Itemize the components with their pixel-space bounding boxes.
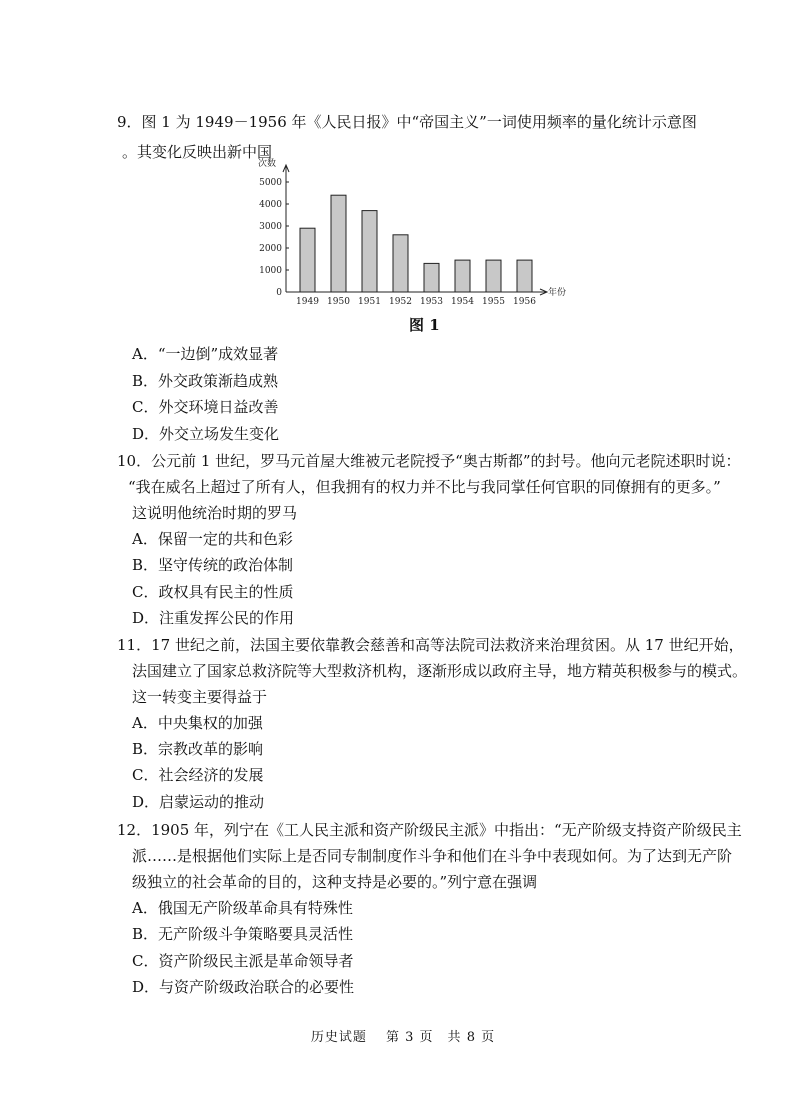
- q9-option-d: D．外交立场发生变化: [132, 425, 280, 443]
- bar-1951: [362, 211, 377, 292]
- bar-1950: [331, 195, 346, 292]
- page-footer: 历史试题 第 3 页 共 8 页: [310, 1030, 496, 1045]
- question-10-stem-line-2: “我在威名上超过了所有人，但我拥有的权力并不比与我同掌任何官职的同僚拥有的更多。”: [128, 478, 721, 496]
- y-tick-label-2: 2000: [259, 244, 282, 254]
- x-tick-label-1954: 1954: [451, 297, 474, 307]
- y-tick-label-5: 5000: [259, 178, 282, 188]
- bar-1955: [486, 260, 501, 292]
- x-tick-label-1955: 1955: [482, 297, 505, 307]
- q10-option-d: D．注重发挥公民的作用: [132, 609, 295, 627]
- q9-option-a: A．“一边倒”成效显著: [132, 345, 279, 363]
- q11-option-a: A．中央集权的加强: [132, 714, 263, 732]
- q9-option-b: B．外交政策渐趋成熟: [132, 372, 279, 390]
- question-12-stem-line-3: 级独立的社会革命的目的，这种支持是必要的。”列宁意在强调: [132, 873, 538, 891]
- question-9-stem-line-2: 。其变化反映出新中国: [122, 143, 273, 161]
- y-tick-label-4: 4000: [259, 200, 282, 210]
- x-tick-label-1949: 1949: [296, 297, 319, 307]
- bar-1953: [424, 263, 439, 292]
- q12-option-b: B．无产阶级斗争策略要具灵活性: [132, 925, 354, 943]
- q11-option-b: B．宗教改革的影响: [132, 740, 264, 758]
- bar-1949: [300, 228, 315, 292]
- x-tick-label-1951: 1951: [358, 297, 381, 307]
- question-12-stem-line-1: 12．1905 年，列宁在《工人民主派和资产阶级民主派》中指出：“无产阶级支持资产阶级民主: [117, 821, 742, 839]
- x-tick-label-1952: 1952: [389, 297, 412, 307]
- x-tick-label-1950: 1950: [327, 297, 350, 307]
- x-tick-label-1953: 1953: [420, 297, 443, 307]
- y-tick-label-0: 0: [276, 288, 282, 298]
- q12-option-d: D．与资产阶级政治联合的必要性: [132, 978, 355, 996]
- q10-option-c: C．政权具有民主的性质: [132, 583, 294, 601]
- chart-bars: [300, 195, 532, 292]
- question-11-stem-line-3: 这一转变主要得益于: [132, 688, 268, 706]
- bar-1954: [455, 260, 470, 292]
- bar-chart: [250, 156, 610, 312]
- q12-option-a: A．俄国无产阶级革命具有特殊性: [132, 899, 353, 917]
- bar-1956: [517, 260, 532, 292]
- x-tick-label-1956: 1956: [513, 297, 536, 307]
- y-tick-label-1: 1000: [259, 266, 282, 276]
- y-axis-label: 次数: [258, 159, 277, 169]
- question-12-stem-line-2: 派……是根据他们实际上是否同专制制度作斗争和他们在斗争中表现如何。为了达到无产阶: [132, 847, 733, 865]
- figure-caption: 图 1: [409, 316, 440, 334]
- bar-1952: [393, 235, 408, 292]
- question-10-stem-line-3: 这说明他统治时期的罗马: [132, 504, 298, 522]
- question-10-stem-line-1: 10．公元前 1 世纪，罗马元首屋大维被元老院授予“奥古斯都”的封号。他向元老院述职时说：: [117, 452, 741, 470]
- question-11-stem-line-1: 11．17 世纪之前，法国主要依靠教会慈善和高等法院司法救济来治理贫困。从 17 世纪开始，: [117, 636, 744, 654]
- x-axis-label: 年份: [548, 288, 567, 298]
- y-tick-label-3: 3000: [259, 222, 282, 232]
- question-9-stem-line-1: 9．图 1 为 1949－1956 年《人民日报》中“帝国主义”一词使用频率的量化统计示意图: [117, 113, 697, 131]
- q9-option-c: C．外交环境日益改善: [132, 398, 279, 416]
- question-11-stem-line-2: 法国建立了国家总救济院等大型救济机构，逐渐形成以政府主导，地方精英积极参与的模式。: [132, 662, 748, 680]
- q11-option-c: C．社会经济的发展: [132, 766, 264, 784]
- q10-option-a: A．保留一定的共和色彩: [132, 530, 293, 548]
- q12-option-c: C．资产阶级民主派是革命领导者: [132, 952, 354, 970]
- q10-option-b: B．坚守传统的政治体制: [132, 556, 294, 574]
- q11-option-d: D．启蒙运动的推动: [132, 793, 265, 811]
